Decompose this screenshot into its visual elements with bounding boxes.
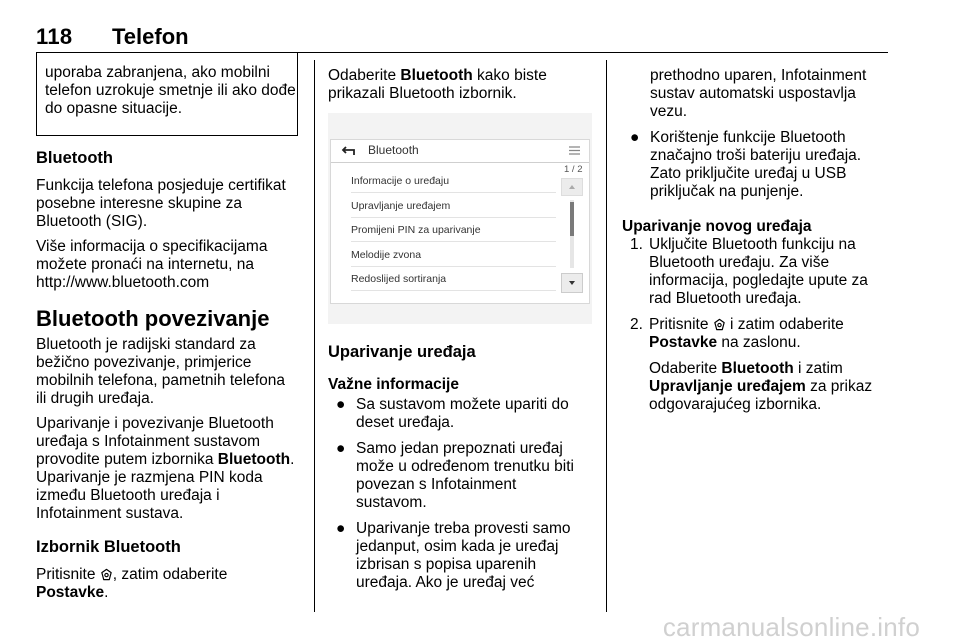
list-item	[328, 396, 590, 432]
intro-bold: Bluetooth	[400, 67, 473, 84]
scrollbar-thumb[interactable]	[570, 202, 574, 236]
intro-text-end: kako biste prikazali Bluetooth izbornik.	[328, 67, 547, 102]
menu-p-text-mid: , zatim odaberite	[112, 566, 228, 583]
important-heading: Važne informacije	[328, 376, 459, 393]
warning-text: uporaba zabranjena, ako mobilni telefon uzrokuje smetnje ili ako dođe do opasne situacije.	[45, 64, 296, 117]
scroll-down-button[interactable]	[561, 273, 583, 293]
step-bold: Upravljanje uređajem	[649, 378, 806, 395]
menu-heading: Izbornik Bluetooth	[36, 538, 181, 556]
menu-paragraph	[36, 566, 298, 602]
step-text-end: za prikaz odgovarajućeg izbornika.	[649, 378, 873, 413]
step-text-mid: i zatim	[793, 360, 843, 377]
page-indicator: 1 / 2	[564, 164, 583, 175]
list-item-text: Uparivanje treba provesti samo jedanput, osim kada je uređaj izbrisan s popisa uparenih uređaja. Ako je uređaj već	[356, 520, 571, 591]
right-column	[622, 67, 888, 414]
menu-p-bold: Postavke	[36, 584, 105, 601]
bluetooth-screen-figure	[328, 113, 592, 324]
menu-p-end: .	[104, 584, 109, 601]
step-text: Uključite Bluetooth funkciju na Bluetooth uređaju. Za više informacija, pogledajte upute za rad Bluetooth uređaja.	[649, 236, 868, 307]
bullet-dot: ●	[630, 129, 640, 146]
step-text-mid: i zatim odaberite	[725, 316, 844, 333]
infotainment-screen	[330, 139, 590, 304]
bullet-dot: ●	[336, 440, 346, 457]
step-text-end: na zaslonu.	[717, 334, 801, 351]
chevron-up-icon	[562, 179, 582, 195]
list-item-text: Samo jedan prepoznati uređaj može u određenom trenutku biti povezan s Infotainment sustavom.	[356, 440, 574, 511]
column-divider-1	[314, 60, 315, 612]
bluetooth-heading: Bluetooth	[36, 149, 113, 167]
chevron-down-icon	[562, 274, 582, 292]
page-number: 118	[36, 24, 73, 49]
step-bold: Bluetooth	[721, 360, 794, 377]
settings-icon	[100, 568, 113, 581]
page-title: Telefon	[112, 24, 189, 49]
screen-menu-item[interactable]: Redoslijed sortiranja	[351, 268, 556, 291]
step-number: 2.	[630, 316, 643, 333]
menu-icon[interactable]	[568, 145, 581, 156]
connect-p2-text-end: . Uparivanje je razmjena PIN koda između Bluetooth uređaja i Infotainment sustava.	[36, 451, 295, 522]
screen-menu-item[interactable]: Upravljanje uređajem	[351, 195, 556, 218]
bluetooth-paragraph-2: Više informacija o specifikacijama možete pronaći na internetu, na http://www.bluetooth.com	[36, 238, 268, 291]
bullet-dot: ●	[336, 396, 346, 413]
intro-text: Odaberite	[328, 67, 401, 84]
connect-paragraph-1: Bluetooth je radijski standard za bežično povezivanje, primjerice mobilnih telefona, pametnih telefona ili drugih uređaja.	[36, 336, 286, 407]
screen-menu-item[interactable]: Melodije zvona	[351, 244, 556, 267]
connect-p2-text: Uparivanje i povezivanje Bluetooth uređaja s Infotainment sustavom provodite putem izbornika	[36, 415, 274, 468]
step-2	[622, 316, 888, 352]
pairing-heading: Uparivanje uređaja	[328, 343, 476, 361]
watermark: carmanualsonline.info	[662, 612, 920, 642]
menu-p-text: Pritisnite	[36, 566, 100, 583]
step-bold: Postavke	[649, 334, 718, 351]
warning-box	[36, 53, 298, 136]
middle-intro-text	[328, 67, 590, 103]
column-divider-2	[606, 60, 607, 612]
list-item	[328, 440, 590, 512]
new-device-heading: Uparivanje novog uređaja	[622, 218, 812, 235]
settings-icon	[713, 318, 726, 331]
list-item-text: Korištenje funkcije Bluetooth značajno troši bateriju uređaja. Zato priključite uređaj u USB priključak na punjenje.	[650, 129, 862, 200]
bullet-dot: ●	[336, 520, 346, 537]
screen-menu-item[interactable]: Informacije o uređaju	[351, 170, 556, 193]
list-item-text: Sa sustavom možete upariti do deset uređaja.	[356, 396, 569, 431]
screen-menu-item[interactable]: Promijeni PIN za uparivanje	[351, 219, 556, 242]
left-column	[36, 148, 298, 602]
middle-column	[328, 342, 590, 592]
list-item	[328, 520, 590, 592]
screen-title: Bluetooth	[368, 143, 419, 157]
step-1	[622, 236, 888, 308]
connect-paragraph-2	[36, 415, 298, 523]
important-list	[328, 396, 590, 592]
bluetooth-paragraph-1: Funkcija telefona posjeduje certifikat posebne interesne skupine za Bluetooth (SIG).	[36, 177, 286, 230]
step-2-continued	[622, 360, 888, 414]
step-text: Odaberite	[649, 360, 722, 377]
connect-heading: Bluetooth povezivanje	[36, 306, 270, 331]
middle-intro	[328, 67, 590, 103]
list-item	[622, 129, 888, 201]
step-text: Pritisnite	[649, 316, 713, 333]
connect-p2-bold: Bluetooth	[217, 451, 291, 468]
continued-text: prethodno uparen, Infotainment sustav automatski uspostavlja vezu.	[650, 67, 867, 120]
scroll-up-button[interactable]	[561, 178, 583, 196]
screen-header	[331, 140, 589, 163]
step-number: 1.	[630, 236, 643, 253]
back-arrow-icon[interactable]	[341, 145, 357, 157]
